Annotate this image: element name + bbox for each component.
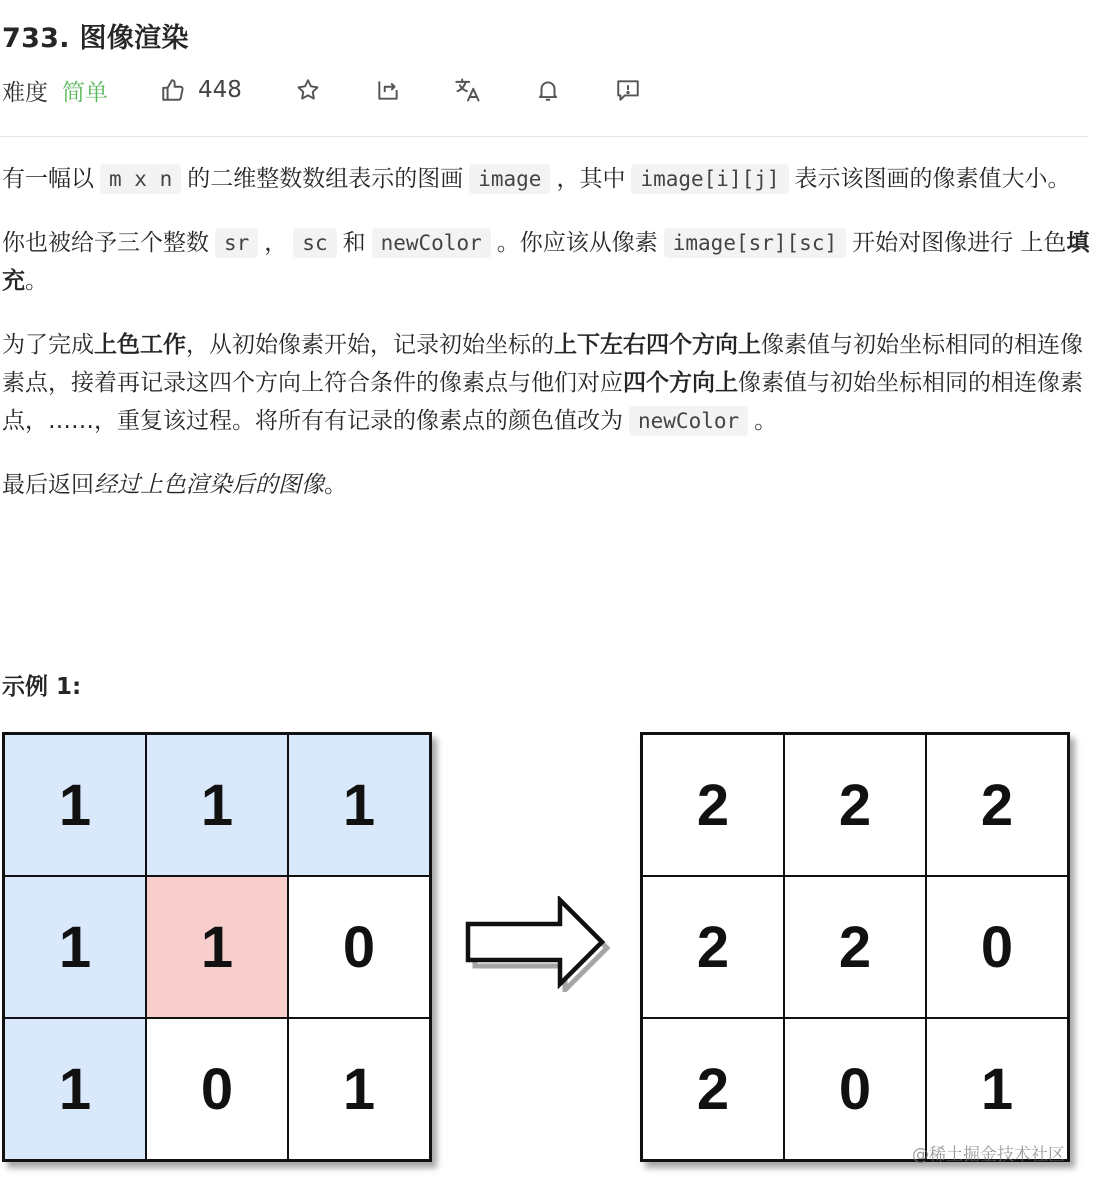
example-input-grid xyxy=(2,732,432,1162)
text: 像素值与初始坐标相同的相连像素点，……，重复该过程。将所有有记录的像素点的颜色值改为 xyxy=(2,370,1083,434)
bell-icon xyxy=(535,77,561,103)
text: 你也被给予三个整数 xyxy=(2,230,209,256)
text: 和 xyxy=(342,230,366,256)
problem-description xyxy=(2,160,1092,530)
feedback-icon xyxy=(615,77,641,103)
text: 有一幅以 xyxy=(2,166,94,192)
thumbs-up-icon xyxy=(160,77,186,103)
grid-cell: 2 xyxy=(784,876,926,1018)
description-paragraph-2 xyxy=(2,224,1092,300)
watermark: @稀土掘金技术社区 xyxy=(912,1145,1065,1165)
share-button[interactable] xyxy=(374,76,402,104)
inline-code: newColor xyxy=(372,228,491,258)
text: 为了完成 xyxy=(2,332,94,358)
bold-text: 填充 xyxy=(2,230,1090,294)
inline-code: image xyxy=(469,164,550,194)
text: ，从初始像素开始，记录初始坐标的 xyxy=(186,332,554,358)
grid-cell: 1 xyxy=(146,734,288,876)
italic-text: 经过上色渲染后的图像 xyxy=(94,472,324,498)
inline-code: sc xyxy=(293,228,336,258)
grid-cell: 1 xyxy=(288,734,430,876)
difficulty-value: 简单 xyxy=(62,79,108,106)
text: ，其中 xyxy=(556,166,626,192)
grid-cell: 0 xyxy=(146,1018,288,1160)
grid-cell: 2 xyxy=(784,734,926,876)
text: 像素值与初始坐标相同的相连像素点，接着再记录这四个方向上符合条件的像素点与他们对应 xyxy=(2,332,1083,396)
grid-cell: 1 xyxy=(4,876,146,1018)
text: 。 xyxy=(754,408,778,434)
difficulty-label: 难度 xyxy=(2,79,48,106)
text: 最后返回 xyxy=(2,472,94,498)
inline-code: image[sr][sc] xyxy=(664,228,846,258)
text: 表示该图画的像素值大小。 xyxy=(794,166,1071,192)
grid-cell: 0 xyxy=(288,876,430,1018)
text: ， xyxy=(264,230,288,256)
bold-text: 四个方向上 xyxy=(623,370,738,396)
notification-button[interactable] xyxy=(534,76,562,104)
problem-meta-bar xyxy=(2,70,642,110)
text: 开始对图像进行 上色 xyxy=(852,230,1067,256)
grid-cell: 0 xyxy=(784,1018,926,1160)
like-count: 448 xyxy=(198,77,242,103)
grid-cell: 2 xyxy=(642,734,784,876)
grid-cell: 1 xyxy=(4,734,146,876)
feedback-button[interactable] xyxy=(614,76,642,104)
description-paragraph-4 xyxy=(2,466,1092,504)
translate-icon xyxy=(454,76,482,104)
right-arrow-icon xyxy=(462,896,612,992)
grid-cell: 2 xyxy=(926,734,1068,876)
like-button[interactable] xyxy=(160,77,242,103)
grid-cell: 1 xyxy=(4,1018,146,1160)
inline-code: sr xyxy=(215,228,258,258)
favorite-button[interactable] xyxy=(294,76,322,104)
grid-cell: 1 xyxy=(926,1018,1068,1160)
grid-cell: 2 xyxy=(642,1018,784,1160)
description-paragraph-1 xyxy=(2,160,1092,198)
text: 。 xyxy=(25,268,48,294)
star-icon xyxy=(295,77,321,103)
grid-cell: 2 xyxy=(642,876,784,1018)
grid-cell: 1 xyxy=(146,876,288,1018)
grid-cell: 1 xyxy=(288,1018,430,1160)
problem-title: 733. 图像渲染 xyxy=(2,23,189,54)
text: 的二维整数数组表示的图画 xyxy=(187,166,464,192)
example-output-grid xyxy=(640,732,1070,1162)
header-divider xyxy=(0,136,1088,137)
bold-text: 上下左右四个方向上 xyxy=(554,332,761,358)
share-icon xyxy=(375,77,401,103)
example-title: 示例 1: xyxy=(2,674,82,700)
inline-code: newColor xyxy=(629,406,748,436)
text: 。你应该从像素 xyxy=(496,230,658,256)
inline-code: image[i][j] xyxy=(631,164,788,194)
grid-cell: 0 xyxy=(926,876,1068,1018)
inline-code: m x n xyxy=(100,164,181,194)
translate-button[interactable] xyxy=(454,76,482,104)
text: 。 xyxy=(324,472,347,498)
bold-text: 上色工作 xyxy=(94,332,186,358)
description-paragraph-3 xyxy=(2,326,1092,440)
